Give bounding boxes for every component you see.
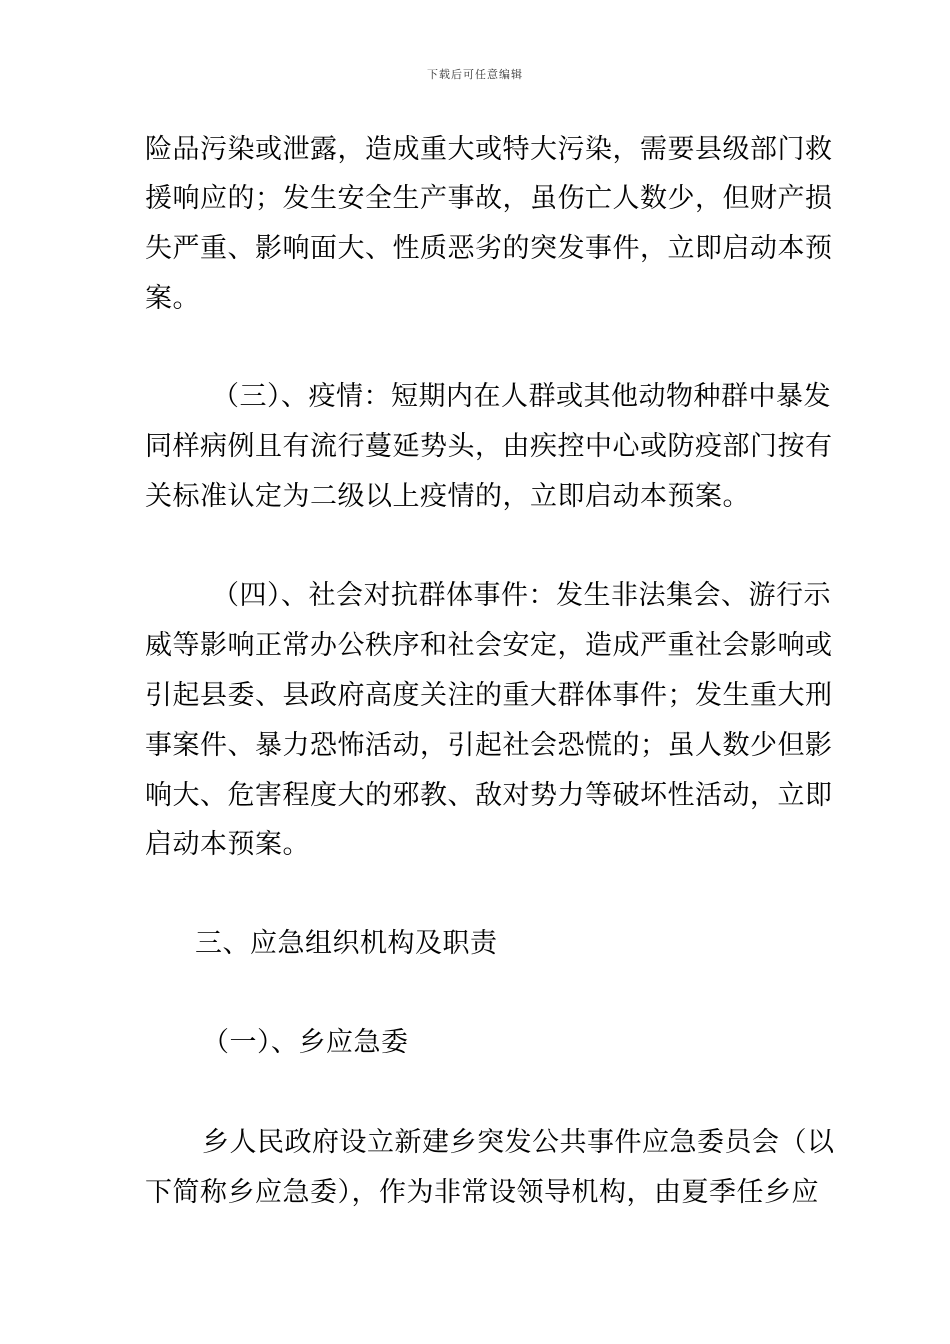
- paragraph-line: 事案件、暴力恐怖活动，引起社会恐慌的；虽人数少但影: [145, 730, 833, 761]
- paragraph-line: 威等影响正常办公秩序和社会安定，造成严重社会影响或: [145, 630, 833, 661]
- paragraph-line: 援响应的；发生安全生产事故，虽伤亡人数少，但财产损: [145, 183, 833, 214]
- paragraph-line: 失严重、影响面大、性质恶劣的突发事件，立即启动本预: [145, 233, 833, 264]
- paragraph-line: 关标准认定为二级以上疫情的，立即启动本预案。: [145, 481, 750, 512]
- subsection-heading: （一）、乡应急委: [202, 1027, 409, 1058]
- header-note: 下载后可任意编辑: [427, 68, 523, 81]
- section-heading: 三、应急组织机构及职责: [195, 928, 498, 959]
- paragraph-line: （三）、疫情：短期内在人群或其他动物种群中暴发: [212, 381, 831, 412]
- paragraph-line: 启动本预案。: [145, 829, 310, 860]
- paragraph-line: 险品污染或泄露，造成重大或特大污染，需要县级部门救: [145, 134, 833, 165]
- paragraph-line: 乡人民政府设立新建乡突发公共事件应急委员会（以: [202, 1127, 835, 1158]
- paragraph-line: （四）、社会对抗群体事件：发生非法集会、游行示: [212, 580, 831, 611]
- paragraph-line: 案。: [145, 283, 200, 314]
- paragraph-line: 同样病例且有流行蔓延势头，由疾控中心或防疫部门按有: [145, 431, 833, 462]
- paragraph-line: 下简称乡应急委），作为非常设领导机构，由夏季任乡应: [145, 1177, 819, 1208]
- paragraph-line: 引起县委、县政府高度关注的重大群体事件；发生重大刑: [145, 680, 833, 711]
- paragraph-line: 响大、危害程度大的邪教、敌对势力等破坏性活动，立即: [145, 780, 833, 811]
